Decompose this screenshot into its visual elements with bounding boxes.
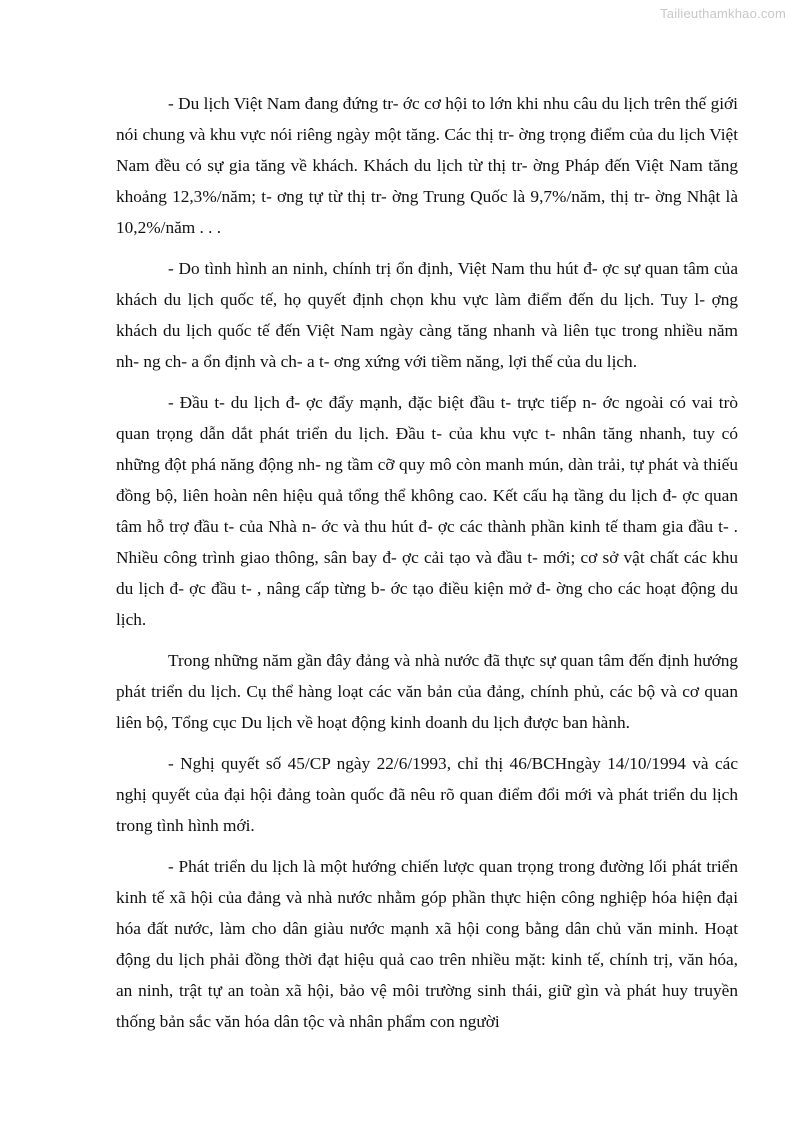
paragraph-investment: - Đầu t- du lịch đ- ợc đẩy mạnh, đặc biệt đầu t- trực tiếp n- ớc ngoài có vai trò quan trọng dẫn dắt phát triển du lịch. Đầu t- của khu vực t- nhân tăng nhanh, tuy có những đột phá năng động nh- ng tầm cỡ quy mô còn manh mún, dàn trải, tự phát và thiếu đồng bộ, liên hoàn nên hiệu quả tổng thể không cao. Kết cấu hạ tầng du lịch đ- ợc quan tâm hỗ trợ đầu t- của Nhà n- ớc và thu hút đ- ợc các thành phần kinh tế tham gia đầu t- . Nhiều công trình giao thông, sân bay đ- ợc cải tạo và đầu t- mới; cơ sở vật chất các khu du lịch đ- ợc đầu t- , nâng cấp từng b- ớc tạo điều kiện mở đ- ờng cho các hoạt động du lịch.	[116, 393, 738, 629]
paragraph-security-stability: - Do tình hình an ninh, chính trị ổn định, Việt Nam thu hút đ- ợc sự quan tâm của khách du lịch quốc tế, họ quyết định chọn khu vực làm điểm đến du lịch. Tuy l- ợng khách du lịch quốc tế đến Việt Nam ngày càng tăng nhanh và liên tục trong nhiều năm nh- ng ch- a ổn định và ch- a t- ơng xứng với tiềm năng, lợi thế của du lịch.	[116, 259, 738, 371]
paragraph-tourism-opportunity: - Du lịch Việt Nam đang đứng tr- ớc cơ hội to lớn khi nhu câu du lịch trên thế giới nói chung và khu vực nói riêng ngày một tăng. Các thị tr- ờng trọng điểm của du lịch Việt Nam đều có sự gia tăng về khách. Khách du lịch từ thị tr- ờng Pháp đến Việt Nam tăng khoảng 12,3%/năm; t- ơng tự từ thị tr- ờng Trung Quốc là 9,7%/năm, thị tr- ờng Nhật là 10,2%/năm . . .	[116, 94, 738, 237]
document-body	[116, 88, 738, 1047]
watermark-text: Tailieuthamkhao.com	[660, 6, 786, 21]
paragraph-government-orientation: Trong những năm gần đây đảng và nhà nước đã thực sự quan tâm đến định hướng phát triển du lịch. Cụ thể hàng loạt các văn bản của đảng, chính phủ, các bộ và cơ quan liên bộ, Tổng cục Du lịch về hoạt động kinh doanh du lịch được ban hành.	[116, 651, 738, 732]
paragraph-resolution-45: - Nghị quyết số 45/CP ngày 22/6/1993, chỉ thị 46/BCHngày 14/10/1994 và các nghị quyết của đại hội đảng toàn quốc đã nêu rõ quan điểm đổi mới và phát triển du lịch trong tình hình mới.	[116, 754, 738, 835]
paragraph-strategic-direction: - Phát triển du lịch là một hướng chiến lược quan trọng trong đường lối phát triển kinh tế xã hội của đảng và nhà nước nhằm góp phần thực hiện công nghiệp hóa hiện đại hóa đất nước, làm cho dân giàu nước mạnh xã hội cong bằng dân chủ văn minh. Hoạt động du lịch phải đồng thời đạt hiệu quả cao trên nhiều mặt: kinh tế, chính trị, văn hóa, an ninh, trật tự an toàn xã hội, bảo vệ môi trường sinh thái, giữ gìn và phát huy truyền thống bản sắc văn hóa dân tộc và nhân phẩm con người	[116, 857, 738, 1031]
